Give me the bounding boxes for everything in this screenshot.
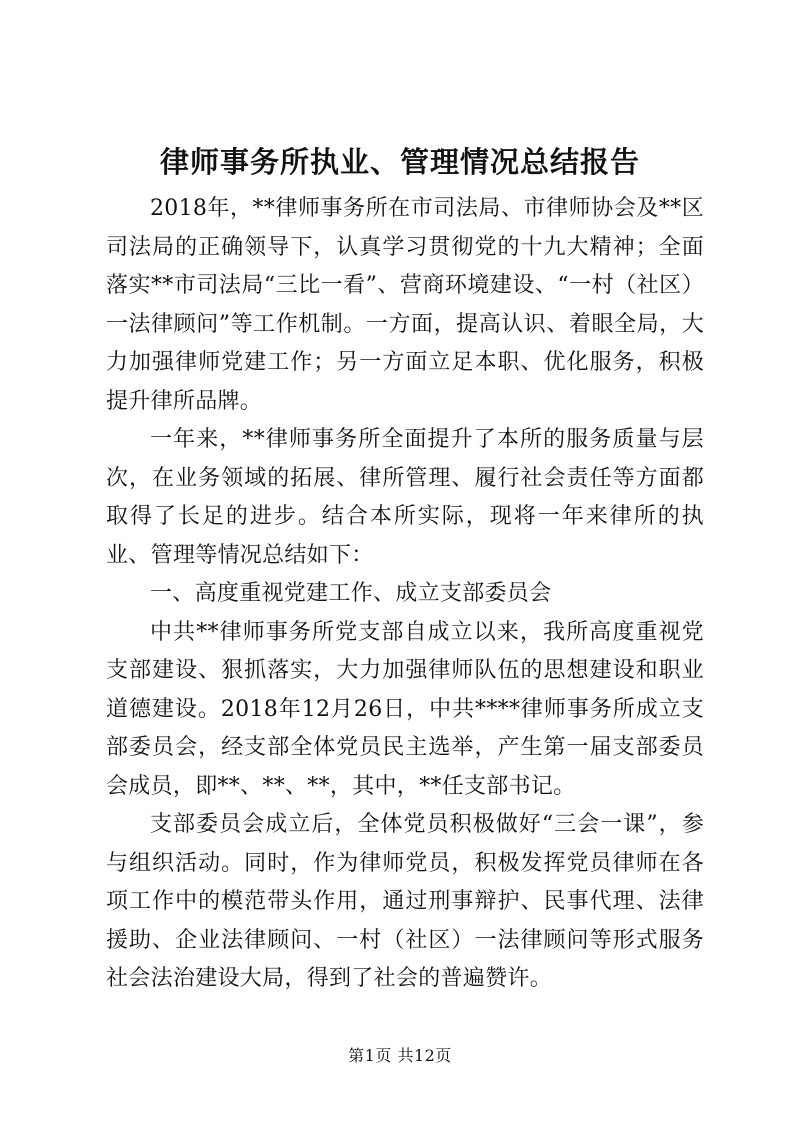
document-title: 律师事务所执业、管理情况总结报告 [159,145,640,179]
section-heading: 一、高度重视党建工作、成立支部委员会 [150,581,552,606]
document-body [106,190,704,999]
paragraph-intro: 2018年，**律师事务所在市司法局、市律师协会及**区司法局的正确领导下，认真学习贯彻党的十九大精神；全面落实**市司法局“三比一看”、营商环境建设、“一村（社区）一法律顾问”等工作机制。一方面，提高认识、着眼全局，大力加强律师党建工作；另一方面立足本职、优化服务，积极提升律所品牌。 [106,196,704,414]
paragraph-committee-activities: 支部委员会成立后，全体党员积极做好“三会一课”，参与组织活动。同时，作为律师党员，积极发挥党员律师在各项工作中的模范带头作用，通过刑事辩护、民事代理、法律援助、企业法律顾问、一村（社区）一法律顾问等形式服务社会法治建设大局，得到了社会的普遍赞许。 [106,812,704,991]
page-footer: 第1页 共12页 [348,1046,452,1065]
paragraph-party-branch: 中共**律师事务所党支部自成立以来，我所高度重视党支部建设、狠抓落实，大力加强律师队伍的思想建设和职业道德建设。2018年12月26日，中共****律师事务所成立支部委员会，经支部全体党员民主选举，产生第一届支部委员会成员，即**、**、**，其中，**任支部书记。 [106,619,704,799]
paragraph-summary: 一年来，**律师事务所全面提升了本所的服务质量与层次，在业务领域的拓展、律所管理、履行社会责任等方面都取得了长足的进步。结合本所实际，现将一年来律所的执业、管理等情况总结如下： [106,427,704,568]
